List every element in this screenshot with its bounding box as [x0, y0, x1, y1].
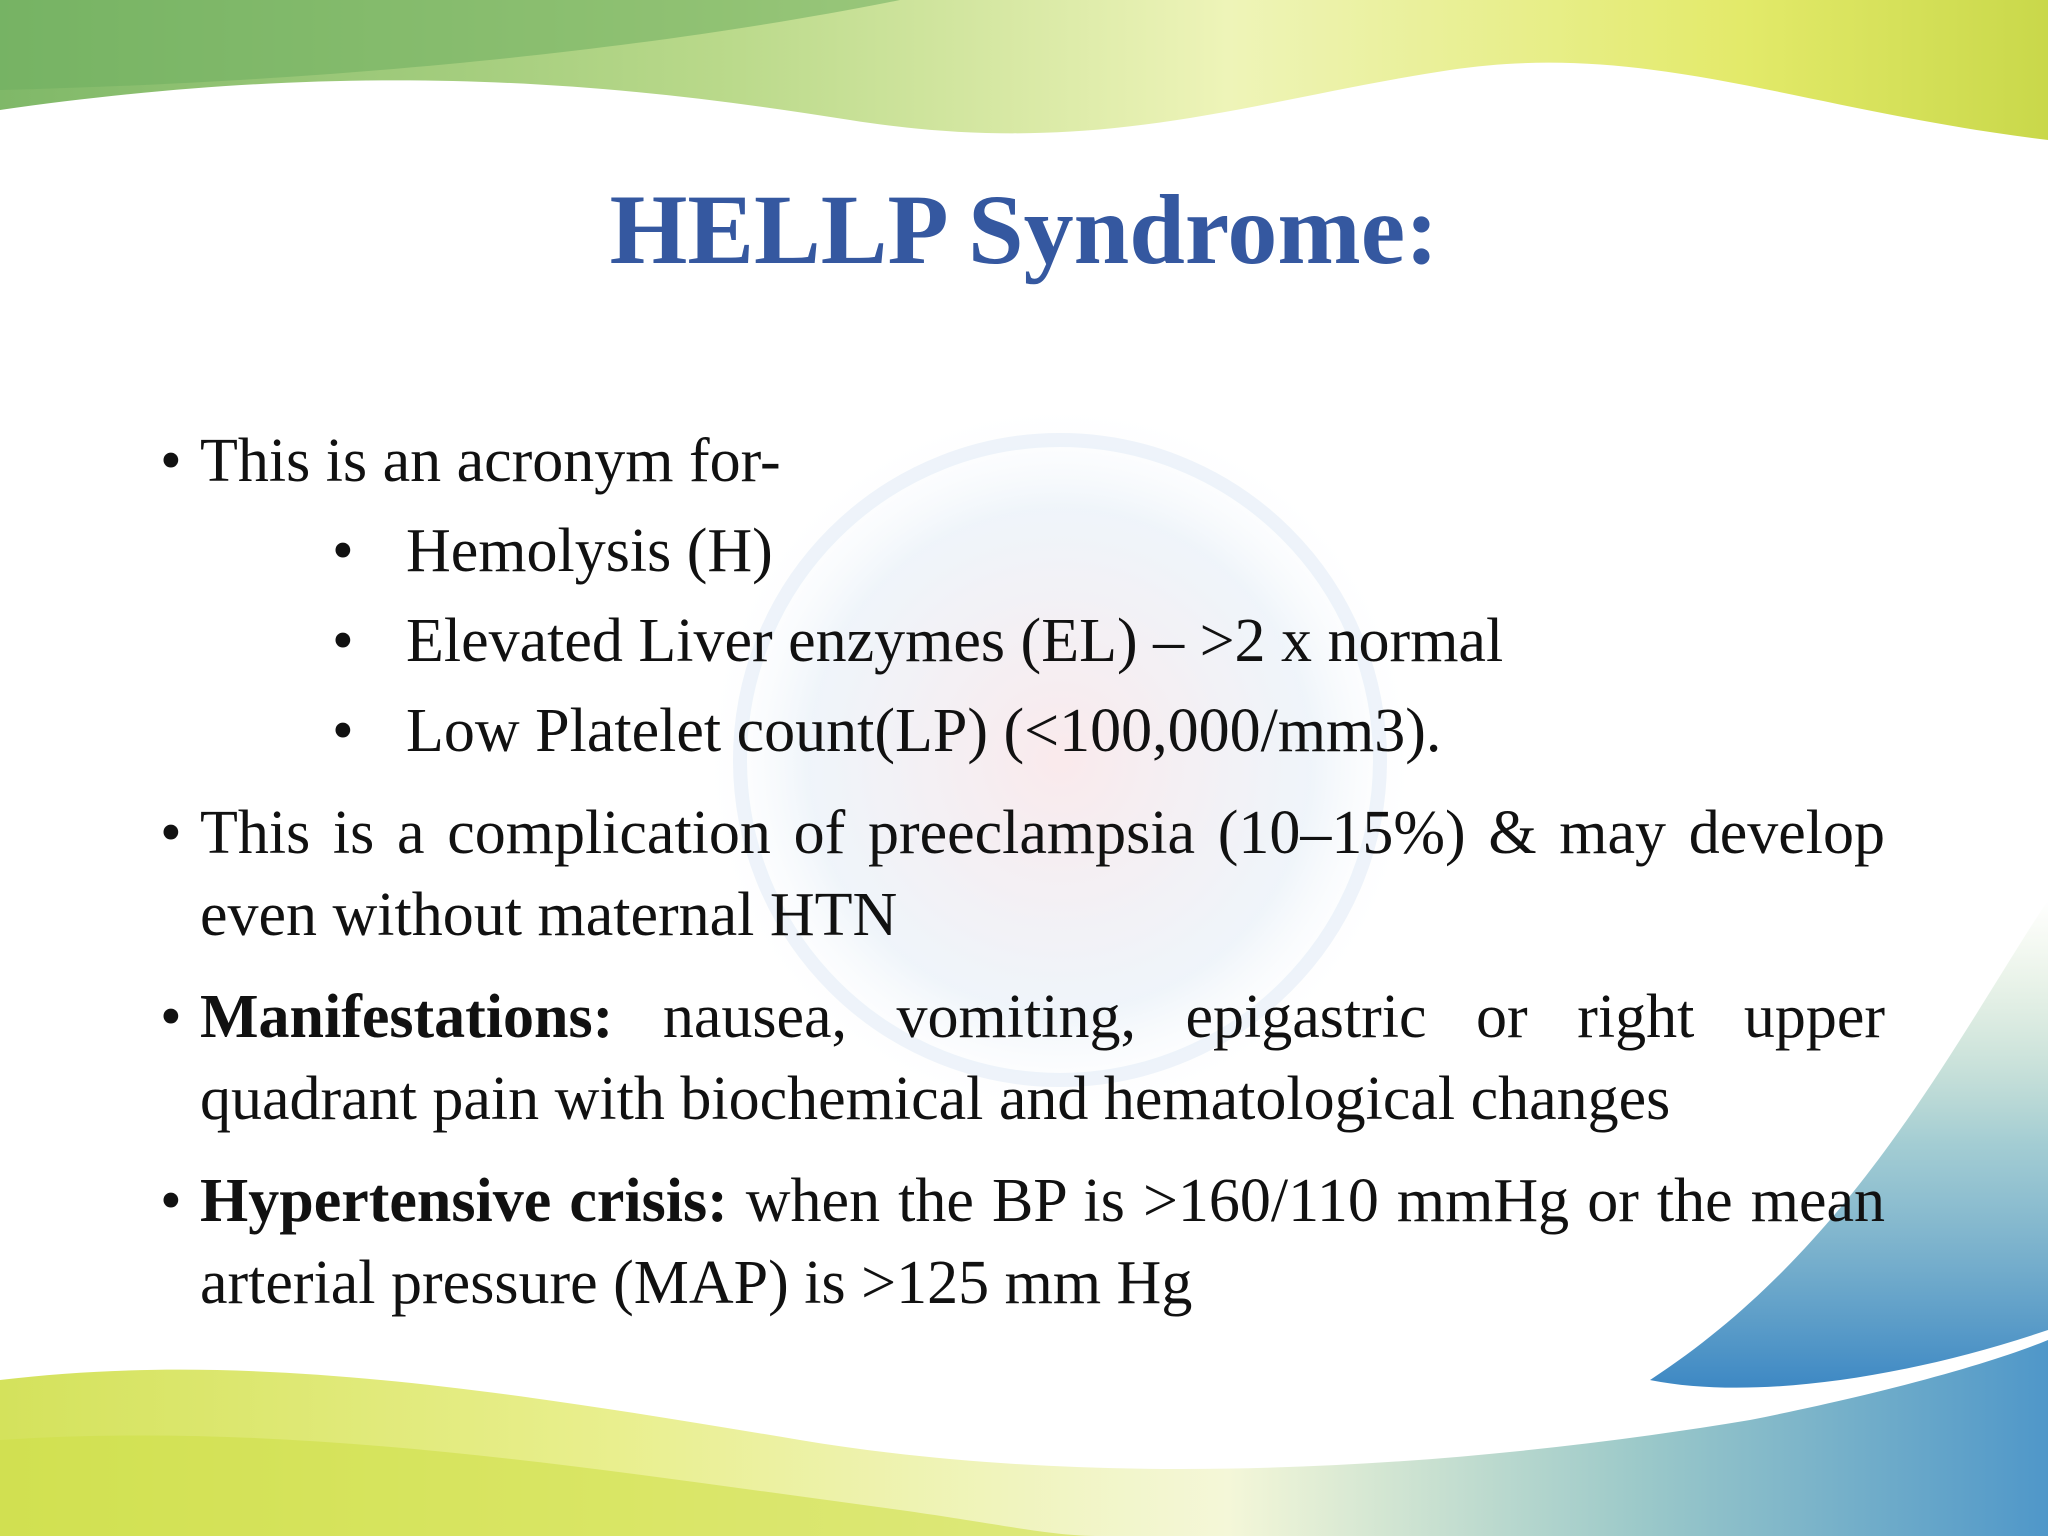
- bullet-text: This is a complication of preeclampsia (10–15%) & may develop even without maternal HTN: [200, 799, 1885, 949]
- subitem-platelets: [332, 690, 1885, 772]
- subbullet-dot: •: [332, 607, 354, 675]
- subbullet-dot: •: [332, 697, 354, 765]
- subitem-hemolysis: [332, 510, 1885, 592]
- bullet-dot: •: [160, 983, 182, 1051]
- bullet-text: nausea, vomiting, epigastric or right upper quadrant pain with biochemical and hematological changes: [200, 983, 1885, 1133]
- slide-body: [160, 420, 1885, 1344]
- bullet-text: when the BP is >160/110 mmHg or the mean arterial pressure (MAP) is >125 mm Hg: [200, 1167, 1885, 1317]
- bullet-text: This is an acronym for-: [200, 427, 781, 495]
- slide-title: HELLP Syndrome:: [609, 174, 1439, 285]
- sublist: [200, 510, 1885, 772]
- bullet-complication: [160, 792, 1885, 956]
- bullet-hypertensive-crisis: [160, 1160, 1885, 1324]
- bullet-heading: Hypertensive crisis:: [200, 1167, 728, 1235]
- bullet-manifestations: [160, 976, 1885, 1140]
- bullet-dot: •: [160, 799, 182, 867]
- subitem-text: Elevated Liver enzymes (EL) – >2 x normal: [406, 607, 1504, 675]
- bullet-dot: •: [160, 1167, 182, 1235]
- subitem-liver-enzymes: [332, 600, 1885, 682]
- subbullet-dot: •: [332, 517, 354, 585]
- bullet-acronym: [160, 420, 1885, 772]
- bullet-heading: Manifestations:: [200, 983, 614, 1051]
- subitem-text: Hemolysis (H): [406, 517, 773, 585]
- bullet-dot: •: [160, 427, 182, 495]
- subitem-text: Low Platelet count(LP) (<100,000/mm3).: [406, 697, 1442, 765]
